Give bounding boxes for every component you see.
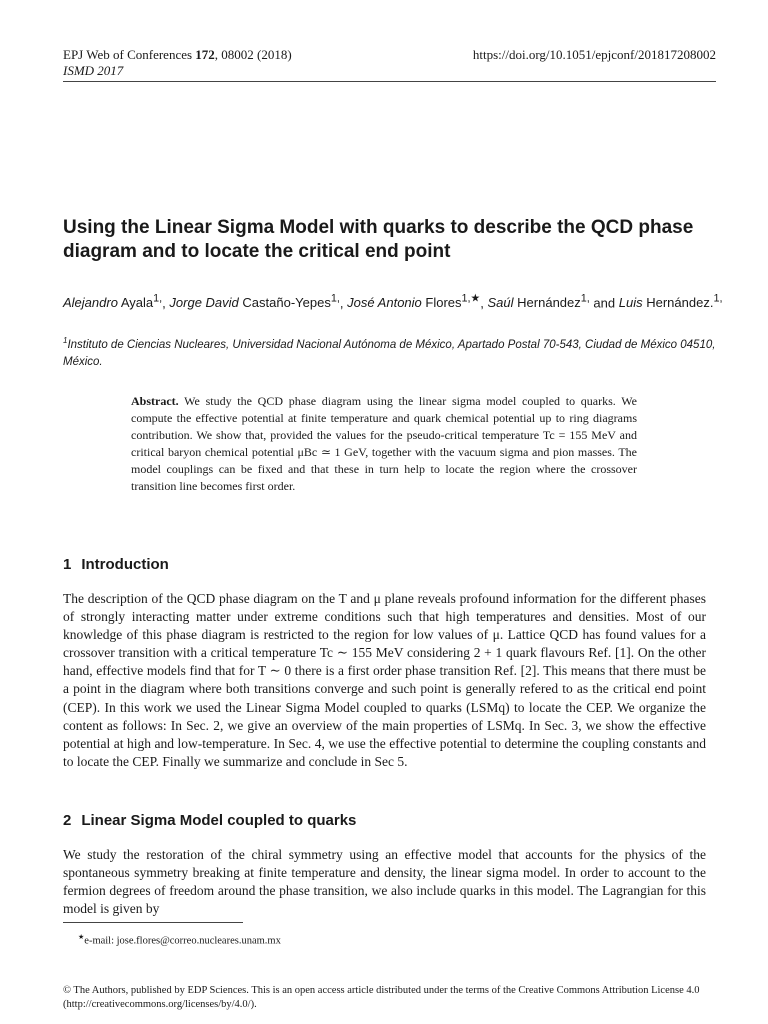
- section-body: We study the restoration of the chiral symmetry using an effective model that accounts for the physics of the spontaneous symmetry breaking at finite temperature and density, the linear sigma model. In order to account to the fermion degrees of freedom around the phase transition, we also include quarks in this model. The Lagrangian for this model is given by: [63, 847, 706, 917]
- section-body: The description of the QCD phase diagram on the T and μ plane reveals profound information for the different phases of strongly interacting matter under extreme conditions such that high temperatures and densities. Most of our knowledge of this phase diagram is restricted to the region for low values of μ. Lattice QCD has found values for a crossover transition with a critical temperature Tc ∼ 155 MeV considering 2 + 1 quark flavours Ref. [1]. On the other hand, effective models find that for T ∼ 0 there is a first order phase transition Ref. [2]. This means that there must be a point in the diagram where both transitions converge and such point is generally refered to as the critical end point (CEP). In this work we used the Linear Sigma Model coupled to quarks (LSMq) to locate the CEP. We organize the content as follows: In Sec. 2, we give an overview of the main properties of LSMq. In Sec. 3, we show the effective potential at high and low-temperature. In Sec. 4, we use the effective potential to determine the coupling constants and to locate the CEP. Finally we summarize and conclude in Sec 5.: [63, 591, 706, 769]
- author: Luis Hernández.$^{1,}$: [618, 293, 723, 311]
- author-list: Alejandro Ayala$^{1,}$, Jorge David Castaño-Yepes$^{1,}$, José Antonio Flores$^{1,★}$, Saúl Hernández$^{1,}$ and Luis Hernández.$^{1,}$: [63, 293, 723, 311]
- footnote: ★e-mail: jose.flores@correo.nucleares.unam.mx: [78, 933, 281, 947]
- section-heading: 2 Linear Sigma Model coupled to quarks: [63, 812, 357, 829]
- author: Saúl Hernández$^{1,}$: [487, 293, 590, 311]
- running-header: [63, 47, 292, 79]
- author: Jorge David Castaño-Yepes$^{1,}$: [169, 293, 340, 311]
- doi-link[interactable]: https://doi.org/10.1051/epjconf/201817208002: [472, 47, 716, 62]
- paper-title: Using the Linear Sigma Model with quarks to describe the QCD phase diagram and to locate the critical end point: [63, 217, 694, 262]
- conference-name: ISMD 2017: [63, 63, 124, 78]
- affiliation: $^1$Instituto de Ciencias Nucleares, Universidad Nacional Autónoma de México, Apartado Postal 70-543, Ciudad de México 04510, México.: [63, 336, 716, 368]
- header-divider: [63, 81, 716, 82]
- abstract-text: We study the QCD phase diagram using the linear sigma model coupled to quarks. We compute the effective potential at finite temperature and quark chemical potential up to ring diagrams contribution. We show that, provided the values for the pseudo-critical temperature Tc = 155 MeV and critical baryon chemical potential μBc ≃ 1 GeV, together with the vacuum sigma and pion masses. The model couplings can be fixed and that these in turn help to locate the region where the crossover transition line becomes first order.: [131, 394, 637, 493]
- license-notice: © The Authors, published by EDP Sciences. This is an open access article distributed under the terms of the Creative Commons Attribution License 4.0 (http://creativecommons.org/licenses/by/4.0/).: [63, 985, 700, 1010]
- abstract: [131, 393, 637, 495]
- footnote-divider: [63, 922, 243, 923]
- author: José Antonio Flores$^{1,★}$: [347, 293, 481, 311]
- section-heading: 1 Introduction: [63, 556, 169, 573]
- author: Alejandro Ayala$^{1,}$: [63, 293, 163, 311]
- abstract-label: Abstract.: [131, 394, 179, 408]
- journal-citation: EPJ Web of Conferences 172, 08002 (2018): [63, 47, 292, 62]
